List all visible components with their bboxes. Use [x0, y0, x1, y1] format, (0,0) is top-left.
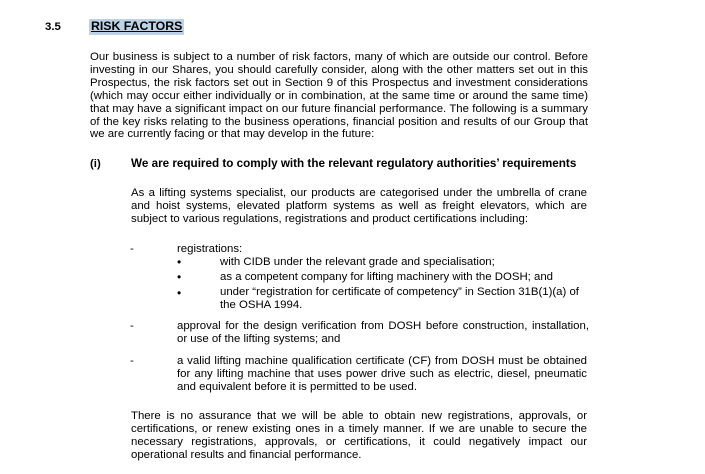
list-item-approval: approval for the design verification from DOSH before construction, installation, or use of the lifting systems; and: [177, 320, 589, 345]
dash-marker: -: [130, 243, 134, 255]
sub-item-cidb: with CIDB under the relevant grade and specialisation;: [220, 256, 495, 268]
risk-title: We are required to comply with the relevant regulatory authorities’ requirements: [131, 157, 577, 170]
section-number: 3.5: [45, 21, 61, 33]
sub-item-osha: under “registration for certificate of competency” in Section 31B(1)(a) of the OSHA 1994.: [220, 286, 579, 311]
dash-marker: -: [130, 320, 134, 332]
bullet-icon: •: [177, 255, 182, 269]
risk-conclusion-paragraph: There is no assurance that we will be able to obtain new registrations, approvals, or certifications, or renew existing ones in a timely manner. If we are unable to secure the necessary registrations, approvals, or certifications, it could negatively impact our operational results and financial performance.: [131, 410, 587, 461]
bullet-icon: •: [177, 286, 182, 300]
risk-intro-paragraph: As a lifting systems specialist, our products are categorised under the umbrella of crane and hoist systems, elevated platform systems as well as freight elevators, which are subject to various regulations, registrations and product certifications including:: [131, 187, 587, 225]
list-item-registrations: registrations:: [177, 243, 243, 255]
section-title: RISK FACTORS: [91, 19, 183, 33]
bullet-icon: •: [177, 270, 182, 284]
risk-label: (i): [90, 158, 101, 170]
list-item-certificate: a valid lifting machine qualification certificate (CF) from DOSH must be obtained for any lifting machine that uses power drive such as electric, diesel, pneumatic and equivalent before it is permitted to be used.: [177, 355, 587, 393]
section-intro-paragraph: Our business is subject to a number of risk factors, many of which are outside our control. Before investing in our Shares, you should carefully consider, along with the other matters set out in this Prospectus, the risk factors set out in Section 9 of this Prospectus and investment considerations (which may occur either individually or in combination, at the same time or around the same time) that may have a significant impact on our future financial performance. The following is a summary of the key risks relating to the business operations, financial position and results of our Group that we are currently facing or that may develop in the future:: [90, 51, 588, 141]
dash-marker: -: [130, 355, 134, 367]
sub-item-dosh: as a competent company for lifting machinery with the DOSH; and: [220, 271, 554, 283]
